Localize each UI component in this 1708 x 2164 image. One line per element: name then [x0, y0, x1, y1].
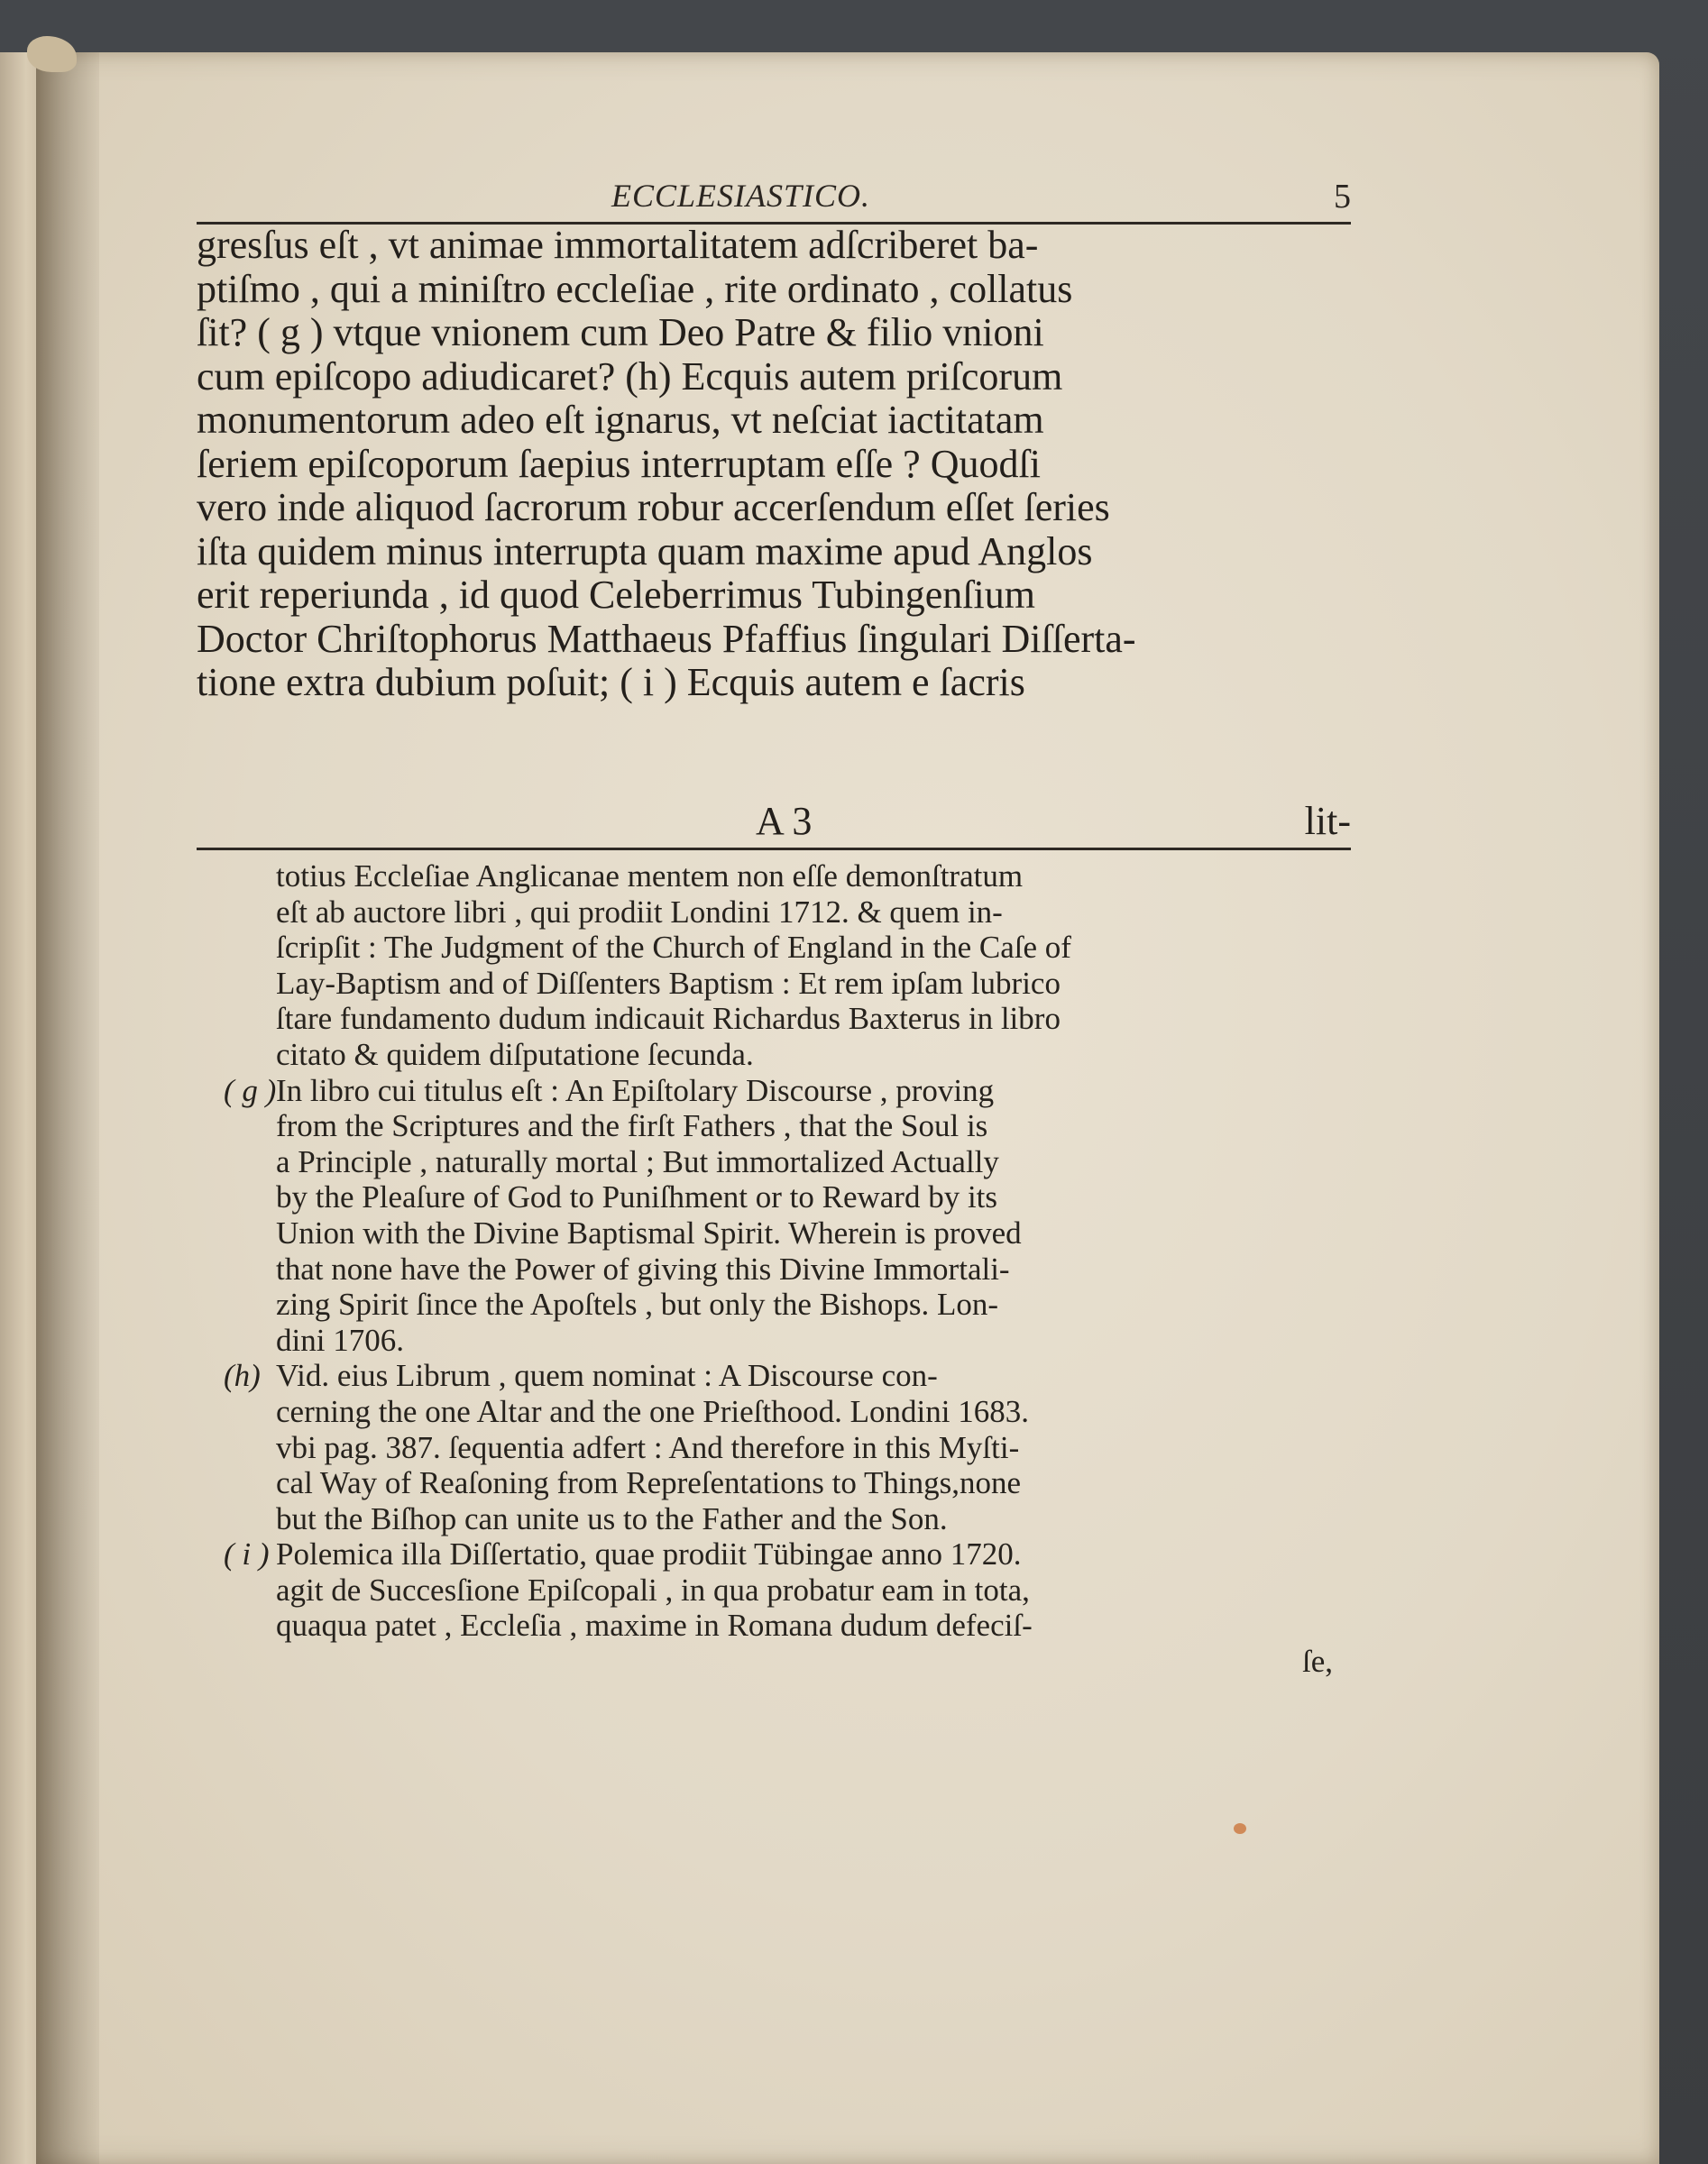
catchline [197, 798, 1351, 843]
main-text-line: ſeriem epiſcoporum ſaepius interruptam eſſe ? Quodſi [197, 441, 1041, 486]
footnote-rule [197, 848, 1351, 850]
footnote-line: zing Spirit ſince the Apoſtels , but only the Bishops. Lon- [276, 1287, 999, 1323]
main-text-line: tione extra dubium poſuit; ( i ) Ecquis autem e ſacris [197, 660, 1025, 704]
footnote-line: quaqua patet , Eccleſia , maxime in Romana dudum defeciſ- [276, 1608, 1033, 1644]
page-gutter-shadow [36, 52, 99, 2164]
footnote-marker: (h) [224, 1358, 261, 1394]
catchword: lit- [1304, 799, 1351, 843]
footnote-line: agit de Succesſione Epiſcopali , in qua probatur eam in tota, [276, 1572, 1030, 1608]
footnote-line: In libro cui titulus eſt : An Epiſtolary Discourse , proving [276, 1072, 995, 1108]
footnote-h [197, 1358, 1351, 1536]
signature-mark: A 3 [756, 799, 813, 843]
footnote-line: cerning the one Altar and the one Prieſthood. Londini 1683. [276, 1393, 1029, 1429]
footnote-line: from the Scriptures and the firſt Fathers , that the Soul is [276, 1108, 988, 1144]
footnote-line: by the Pleaſure of God to Puniſhment or to Reward by its [276, 1179, 998, 1215]
running-head [197, 177, 1351, 216]
main-text-line: Doctor Chriſtophorus Matthaeus Pfaffius ſingulari Diſſerta- [197, 616, 1136, 661]
main-text-line: cum epiſcopo adiudicaret? (h) Ecquis autem priſcorum [197, 353, 1063, 399]
footnote-line: cal Way of Reaſoning from Repreſentations to Things,none [276, 1465, 1021, 1501]
running-title: ECCLESIASTICO. [611, 178, 871, 214]
footnotes [197, 858, 1351, 1680]
footnote-line: vbi pag. 387. ſequentia adfert : And therefore in this Myſti- [276, 1429, 1020, 1465]
main-text-line: gresſus eſt , vt animae immortalitatem adſcriberet ba- [197, 223, 1039, 267]
footnote-line: Vid. eius Librum , quem nominat : A Discourse con- [276, 1358, 938, 1394]
footnote-line: ſtare fundamento dudum indicauit Richardus Baxterus in libro [276, 1001, 1061, 1037]
footnote-line: but the Biſhop can unite us to the Father and the Son. [276, 1500, 948, 1536]
footnote-line: Polemica illa Diſſertatio, quae prodiit Tübingae anno 1720. [276, 1536, 1022, 1573]
footnote-line: ſcripſit : The Judgment of the Church of England in the Caſe of [276, 930, 1071, 966]
main-text-line: ſit? ( g ) vtque vnionem cum Deo Patre & filio vnioni [197, 310, 1044, 354]
footnote-line: Union with the Divine Baptismal Spirit. Wherein is proved [276, 1215, 1022, 1251]
main-text-line: vero inde aliquod ſacrorum robur accerſendum eſſet ſeries [197, 485, 1110, 529]
footnote-line: ſe, [1301, 1644, 1333, 1680]
footnote-g [197, 1073, 1351, 1359]
main-text-line: iſta quidem minus interrupta quam maxime apud Anglos [197, 528, 1093, 573]
main-text-line: ptiſmo , qui a miniſtro eccleſiae , rite ordinato , collatus [197, 266, 1073, 311]
main-text-line: monumentorum adeo eſt ignarus, vt neſciat iactitatam [197, 398, 1044, 442]
footnote-line: Lay-Baptism and of Diſſenters Baptism : Et rem ipſam lubrico [276, 965, 1061, 1001]
main-text-block [197, 224, 1351, 705]
footnote-line: a Principle , naturally mortal ; But immortalized Actually [276, 1143, 999, 1179]
page-number: 5 [1334, 178, 1351, 215]
footnote-marker: ( g ) [224, 1072, 277, 1108]
footnote-i [197, 1536, 1351, 1679]
footnote-line: citato & quidem diſputatione ſecunda. [276, 1036, 754, 1072]
footnote-marker: ( i ) [224, 1536, 270, 1573]
footnote-line: eſt ab auctore libri , qui prodiit Londini 1712. & quem in- [276, 894, 1003, 930]
footnote-line: that none have the Power of giving this Divine Immortali- [276, 1251, 1010, 1287]
footnote-continued [197, 858, 1351, 1073]
footnote-line: dini 1706. [276, 1322, 404, 1358]
footnote-line: totius Eccleſiae Anglicanae mentem non eſſe demonſtratum [276, 858, 1024, 894]
main-text-line: erit reperiunda , id quod Celeberrimus Tubingenſium [197, 573, 1035, 617]
ink-stain [1234, 1823, 1246, 1834]
